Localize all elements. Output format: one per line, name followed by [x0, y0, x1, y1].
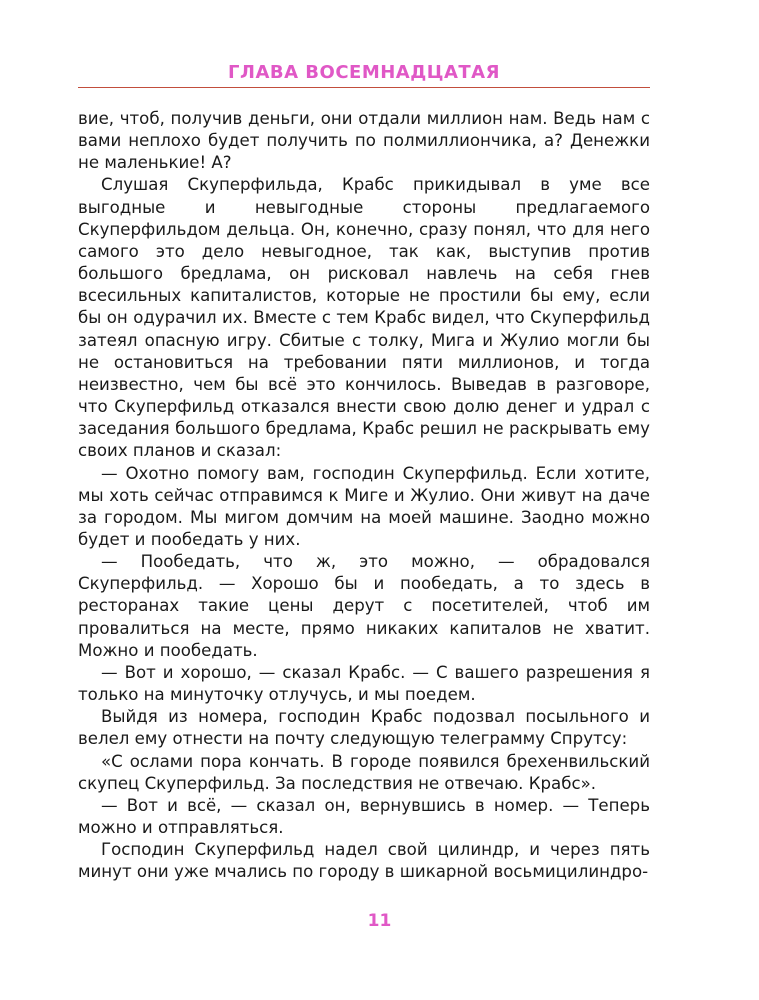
- paragraph: — Пообедать, что ж, это можно, — обрадовался Скуперфильд. — Хорошо бы и пообедать, а то здесь в ресторанах такие цены дерут с посетителей, чтоб им провалиться на месте, прямо никаких капиталов не хватит. Можно и пообедать.: [78, 552, 650, 660]
- paragraph: — Вот и хорошо, — сказал Крабс. — С вашего разрешения я только на минуточку отлучусь, и мы поедем.: [78, 662, 650, 705]
- paragraph: Господин Скуперфильд надел свой цилиндр, и через пять минут они уже мчались по городу в шикарной восьмицилиндро-: [78, 840, 650, 882]
- paragraph: вие, чтоб, получив деньги, они отдали миллион нам. Ведь нам с вами неплохо будет получить по полмиллиончика, а? Денежки не маленькие! А?: [78, 109, 650, 173]
- chapter-title: ГЛАВА ВОСЕМНАДЦАТАЯ: [228, 62, 500, 83]
- paragraph: — Охотно помогу вам, господин Скуперфильд. Если хотите, мы хоть сейчас отправимся к Миге и Жулио. Они живут на даче за городом. Мы мигом домчим на моей машине. Заодно можно будет и пообедать у них.: [78, 463, 650, 549]
- page-number: 11: [367, 911, 392, 931]
- paragraph: Выйдя из номера, господин Крабс подозвал посыльного и велел ему отнести на почту следующую телеграмму Спрутсу:: [78, 707, 650, 749]
- paragraph: — Вот и всё, — сказал он, вернувшись в номер. — Теперь можно и отправляться.: [78, 795, 650, 837]
- paragraph: Слушая Скуперфильда, Крабс прикидывал в уме все выгодные и невыгодные стороны предлагаемого Скуперфильдом дельца. Он, конечно, сразу понял, что для него самого это дело невыгодное, так как, выступив против большого бредлама, он рисковал навлечь на себя гнев всесильных капиталистов, которые не простили бы ему, если бы он одурачил их. Вместе с тем Крабс видел, что Скуперфильд затеял опасную игру. Сбитые с толку, Мига и Жулио могли бы не остановиться на требовании пяти миллионов, и тогда неизвестно, чем бы всё это кончилось. Выведав в разговоре, что Скуперфильд отказался внести свою долю денег и удрал с заседания большого бредлама, Крабс решил не раскрывать ему своих планов и сказал:: [78, 175, 650, 461]
- header-divider: [78, 87, 650, 88]
- page-body: [78, 108, 650, 883]
- paragraph: «С ослами пора кончать. В городе появился брехенвильский скупец Скуперфильд. За последствия не отвечаю. Крабс».: [78, 751, 650, 793]
